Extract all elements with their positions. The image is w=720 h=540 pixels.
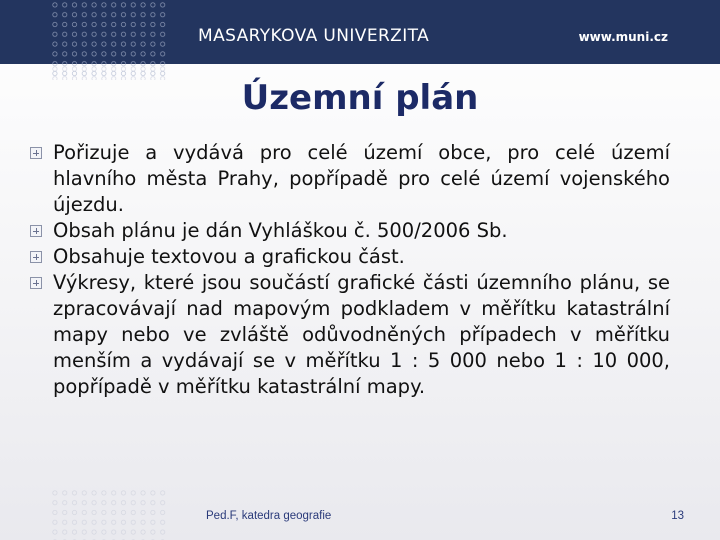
university-name: MASARYKOVA UNIVERZITA bbox=[198, 26, 430, 46]
footer-text: Ped.F, katedra geografie bbox=[206, 510, 332, 522]
bullet-icon bbox=[30, 251, 42, 263]
bullet-icon bbox=[30, 277, 42, 289]
bullet-list bbox=[30, 140, 670, 400]
bullet-item bbox=[30, 244, 670, 270]
bullet-item bbox=[30, 140, 670, 218]
bullet-text: Obsahuje textovou a grafickou část. bbox=[53, 245, 405, 268]
page-number: 13 bbox=[671, 510, 684, 522]
website-url: www.muni.cz bbox=[578, 30, 668, 44]
dot-grid-decoration-bottom bbox=[50, 488, 168, 540]
bullet-item bbox=[30, 218, 670, 244]
slide-title: Územní plán bbox=[241, 78, 479, 118]
bullet-text: Pořizuje a vydává pro celé území obce, pro celé území hlavního města Prahy, popřípadě pro celé území vojenského újezdu. bbox=[53, 141, 670, 216]
bullet-item bbox=[30, 270, 670, 400]
bullet-icon bbox=[30, 225, 42, 237]
bullet-icon bbox=[30, 147, 42, 159]
bullet-text: Obsah plánu je dán Vyhláškou č. 500/2006 Sb. bbox=[53, 219, 508, 242]
bullet-text: Výkresy, které jsou součástí grafické části územního plánu, se zpracovávají nad mapovým podkladem v měřítku katastrální mapy nebo ve zvláště odůvodněných případech v měřítku menším a vydávají se v měřítku 1 : 5 000 nebo 1 : 10 000, popřípadě v měřítku katastrální mapy. bbox=[53, 271, 670, 398]
